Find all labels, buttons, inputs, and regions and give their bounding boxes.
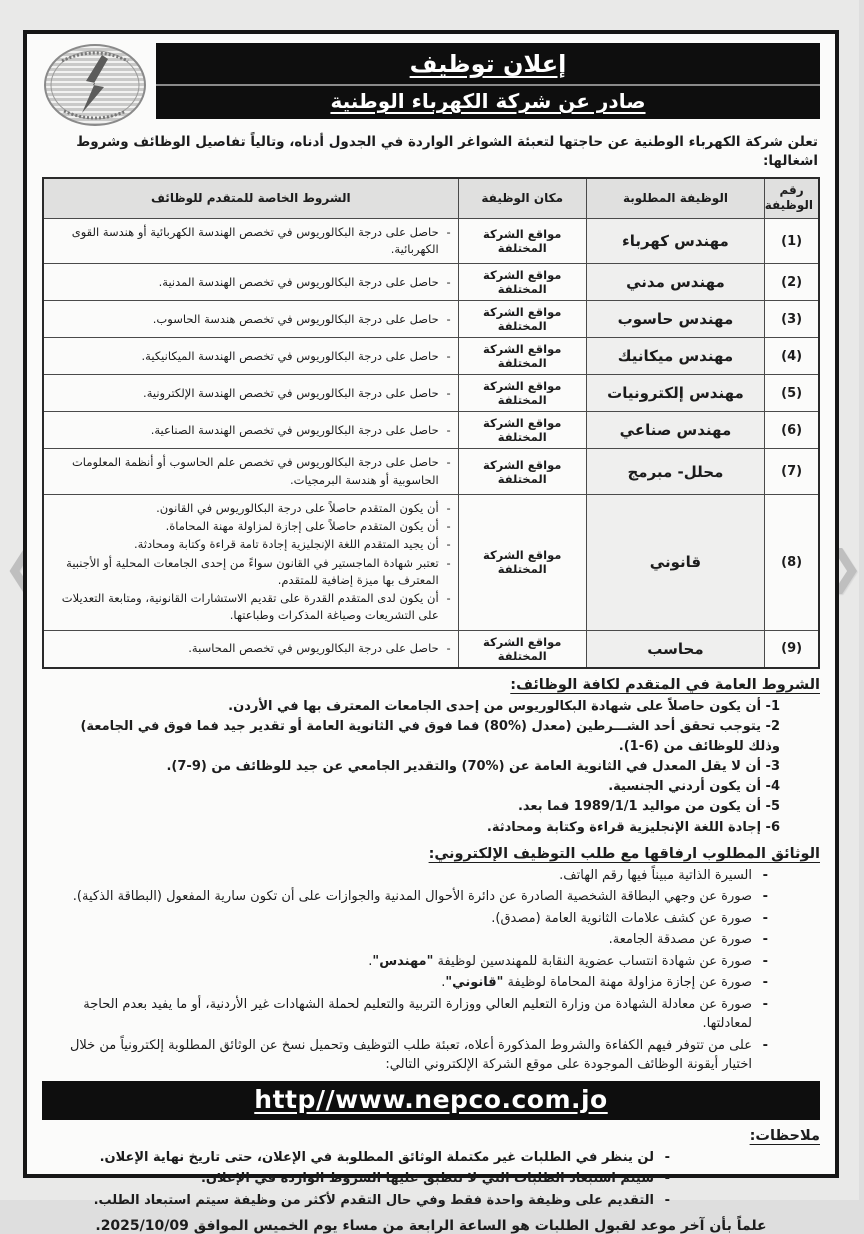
general-conditions-heading: الشروط العامة في المتقدم لكافة الوظائف: (510, 676, 820, 693)
condition-item: - حاصل على درجة البكالوريوس في تخصص المحاسبة. (49, 640, 453, 657)
job-title: مهندس مدني (586, 264, 764, 301)
job-location: مواقع الشركة المختلفة (458, 301, 586, 338)
nepco-logo-icon (42, 43, 148, 127)
announcement-subtitle-text: صادر عن شركة الكهرباء الوطنية (330, 89, 646, 113)
job-title: محاسب (586, 630, 764, 668)
job-location: مواقع الشركة المختلفة (458, 494, 586, 630)
list-item (48, 909, 768, 929)
intro-text: تعلن شركة الكهرباء الوطنية عن حاجتها لتعبئة الشواغر الواردة في الجدول أدناه، وتالياً تفاصيل الوظائف وشروط اشغالها: (76, 134, 818, 169)
required-documents-section (42, 846, 820, 1075)
table-row (43, 218, 819, 264)
job-title: مهندس ميكانيك (586, 338, 764, 375)
job-number: (9) (765, 630, 819, 668)
list-item (48, 1036, 768, 1075)
table-row (43, 301, 819, 338)
required-documents-list (42, 866, 820, 1075)
job-title: مهندس صناعي (586, 412, 764, 449)
list-item: 1- أن يكون حاصلاً على شهادة البكالوريوس من إحدى الجامعات المعترف بها في الأردن. (228, 698, 780, 714)
document-text: صورة عن إجازة مزاولة مهنة المحاماة لوظيفة (503, 975, 752, 991)
notes-section (42, 1128, 820, 1211)
condition-item: - حاصل على درجة البكالوريوس في تخصص الهندسة الكهربائية أو هندسة القوى الكهربائية. (49, 224, 453, 259)
job-location: مواقع الشركة المختلفة (458, 449, 586, 495)
table-row (43, 375, 819, 412)
list-item (48, 866, 768, 886)
table-row (43, 264, 819, 301)
job-conditions (43, 218, 458, 264)
job-title: محلل- مبرمج (586, 449, 764, 495)
condition-item: - حاصل على درجة البكالوريوس في تخصص الهندسة المدنية. (49, 274, 453, 291)
table-header-row (43, 178, 819, 219)
title-banner (156, 43, 820, 119)
job-number: (3) (765, 301, 819, 338)
company-website-banner (42, 1081, 820, 1120)
job-number: (1) (765, 218, 819, 264)
list-item (48, 930, 768, 950)
announcement-subtitle (156, 86, 820, 117)
list-item: 6- إجادة اللغة الإنجليزية قراءة وكتابة ومحادثة. (486, 819, 780, 835)
table-row (43, 338, 819, 375)
list-item: - التقديم على وظيفة واحدة فقط وفي حال التقدم لأكثر من وظيفة سيتم استبعاد الطلب. (48, 1191, 670, 1211)
general-conditions-list (42, 697, 820, 838)
condition-item: - أن يجيد المتقدم اللغة الإنجليزية إجادة تامة قراءة وكتابة ومحادثة. (49, 536, 453, 553)
job-title: مهندس حاسوب (586, 301, 764, 338)
table-row (43, 449, 819, 495)
table-row (43, 494, 819, 630)
condition-item: - حاصل على درجة البكالوريوس في تخصص الهندسة الميكانيكية. (49, 348, 453, 365)
document-text: السيرة الذاتية مبيناً فيها رقم الهاتف. (559, 867, 752, 883)
list-item: 4- أن يكون أردني الجنسية. (608, 779, 780, 795)
job-conditions (43, 412, 458, 449)
table-row (43, 630, 819, 668)
list-item (48, 995, 768, 1034)
job-conditions (43, 264, 458, 301)
job-conditions (43, 494, 458, 630)
notes-list (42, 1148, 820, 1211)
column-header-job-location: مكان الوظيفة (458, 178, 586, 219)
job-conditions (43, 338, 458, 375)
condition-item: - حاصل على درجة البكالوريوس في تخصص الهندسة الإلكترونية. (49, 385, 453, 402)
job-location: مواقع الشركة المختلفة (458, 375, 586, 412)
job-conditions (43, 449, 458, 495)
document-emphasis: "مهندس" (372, 953, 434, 969)
list-item (48, 973, 768, 993)
document-text: . (368, 953, 373, 969)
job-title: قانوني (586, 494, 764, 630)
condition-item: - حاصل على درجة البكالوريوس في تخصص الهندسة الصناعية. (49, 422, 453, 439)
document-emphasis: "قانوني" (445, 975, 504, 991)
document-text: صورة عن كشف علامات الثانوية العامة (مصدق). (491, 910, 752, 926)
job-conditions (43, 301, 458, 338)
list-item: 2- يتوجب تحقق أحد الشـــرطين (معدل (%80) فما فوق في الثانوية العامة أو تقدير جيد فما فوق في الجامعة) وذلك للوظائف من (6-1). (80, 718, 780, 754)
document-text: صورة عن مصدقة الجامعة. (608, 932, 752, 948)
condition-item: - أن يكون المتقدم حاصلاً على درجة البكالوريوس في القانون. (49, 500, 453, 517)
table-row (43, 412, 819, 449)
deadline-text: علماً بأن آخر موعد لقبول الطلبات هو الساعة الرابعة من مساء يوم الخميس الموافق 2025/10/09. (95, 1218, 767, 1234)
condition-item: - حاصل على درجة البكالوريوس في تخصص هندسة الحاسوب. (49, 311, 453, 328)
column-header-job-number: رقم الوظيفة (765, 178, 819, 219)
document-text: صورة عن شهادة انتساب عضوية النقابة للمهندسين لوظيفة (433, 953, 752, 969)
job-location: مواقع الشركة المختلفة (458, 218, 586, 264)
required-documents-heading: الوثائق المطلوب ارفاقها مع طلب التوظيف الإلكتروني: (428, 845, 820, 862)
condition-item: - أن يكون لدى المتقدم القدرة على تقديم الاستشارات القانونية، ومتابعة التعديلات على التشريعات وصياغة المذكرات وطباعتها. (49, 590, 453, 625)
announcement-document (23, 30, 839, 1234)
column-header-job-title: الوظيفة المطلوبة (586, 178, 764, 219)
document-header (42, 43, 820, 127)
document-text: على من تتوفر فيهم الكفاءة والشروط المذكورة أعلاه، تعبئة طلب التوظيف وتحميل نسخ عن الوثائق المطلوبة إلكترونياً من خلال اختيار أيقونة الوظائف الموجودة على موقع الشركة الإلكتروني التالي: (69, 1037, 752, 1073)
job-title: مهندس إلكترونيات (586, 375, 764, 412)
condition-item: - تعتبر شهادة الماجستير في القانون سواءً من إحدى الجامعات المحلية أو الأجنبية المعترف بها ميزة إضافية للمتقدم. (49, 555, 453, 590)
job-location: مواقع الشركة المختلفة (458, 264, 586, 301)
job-number: (4) (765, 338, 819, 375)
list-item: 5- أن يكون من مواليد 1989/1/1 فما بعد. (517, 799, 780, 815)
column-header-job-conditions: الشروط الخاصة للمتقدم للوظائف (43, 178, 458, 219)
document-text: . (441, 975, 446, 991)
job-location: مواقع الشركة المختلفة (458, 412, 586, 449)
list-item: - لن ينظر في الطلبات غير مكتملة الوثائق المطلوبة في الإعلان، حتى تاريخ نهاية الإعلان. (48, 1148, 670, 1168)
document-text: صورة عن وجهي البطاقة الشخصية الصادرة عن دائرة الأحوال المدنية والجوازات على أن تكون سارية المفعول (البطاقة الذكية). (72, 889, 752, 905)
announcement-title (156, 45, 820, 86)
list-item: 3- أن لا يقل المعدل في الثانوية العامة عن (%70) والتقدير الجامعي عن جيد للوظائف من (9-7). (166, 759, 780, 775)
job-number: (7) (765, 449, 819, 495)
job-number: (8) (765, 494, 819, 630)
job-number: (2) (765, 264, 819, 301)
company-website-url: http//www.nepco.com.jo (254, 1084, 608, 1114)
jobs-table (42, 177, 820, 669)
job-conditions (43, 630, 458, 668)
job-number: (6) (765, 412, 819, 449)
announcement-title-text: إعلان توظيف (409, 50, 567, 78)
job-conditions (43, 375, 458, 412)
document-text: صورة عن معادلة الشهادة من وزارة التعليم العالي ووزارة التربية والتعليم لحملة الشهادات غير الأردنية، أو ما يفيد بعدم الحاجة لمعادلتها. (83, 996, 752, 1032)
list-item (48, 887, 768, 907)
job-location: مواقع الشركة المختلفة (458, 338, 586, 375)
notes-heading: ملاحظات: (749, 1127, 820, 1144)
list-item (48, 952, 768, 972)
list-item: - سيتم استبعاد الطلبات التي لا تنطبق عليها الشروط الواردة في الإعلان. (48, 1169, 670, 1189)
job-title: مهندس كهرباء (586, 218, 764, 264)
general-conditions-section (42, 677, 820, 838)
job-location: مواقع الشركة المختلفة (458, 630, 586, 668)
condition-item: - حاصل على درجة البكالوريوس في تخصص علم الحاسوب أو أنظمة المعلومات الحاسوبية أو هندسة البرمجيات. (49, 454, 453, 489)
condition-item: - أن يكون المتقدم حاصلاً على إجازة لمزاولة مهنة المحاماة. (49, 518, 453, 535)
job-number: (5) (765, 375, 819, 412)
